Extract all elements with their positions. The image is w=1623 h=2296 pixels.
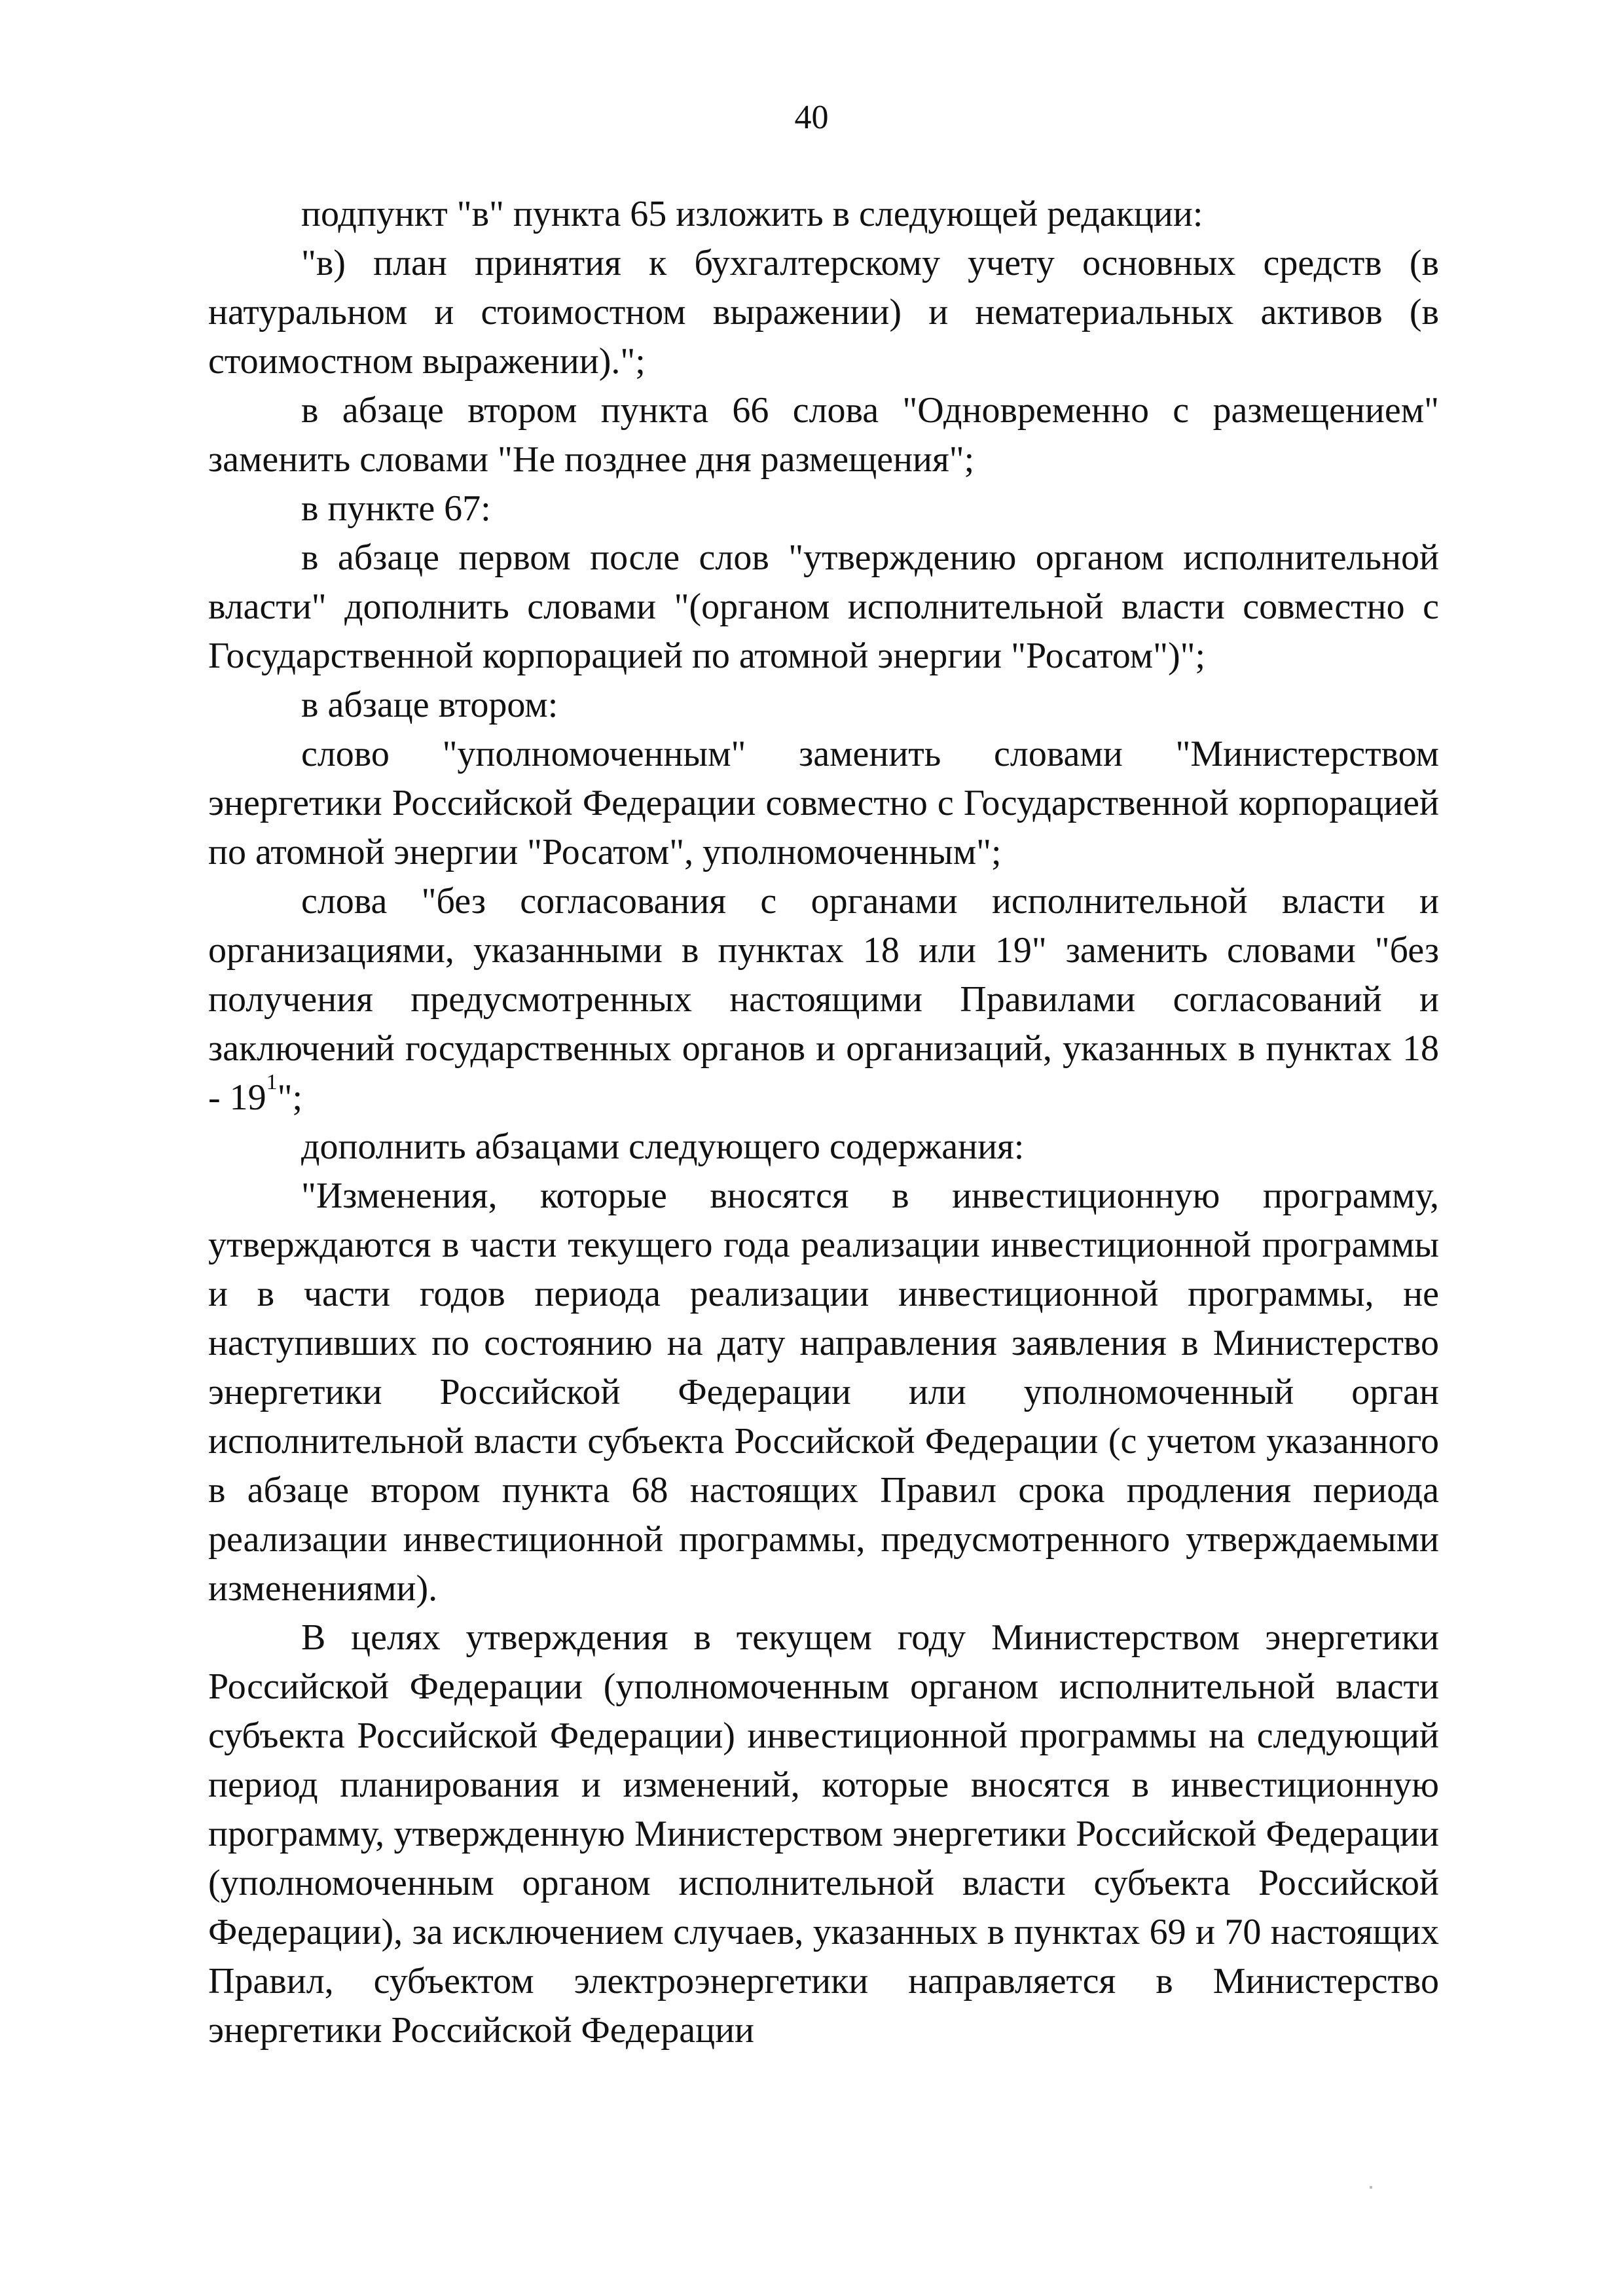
paragraph-item-67-heading: в пункте 67: bbox=[301, 488, 491, 529]
paragraph-plan-accounting: "в) план принятия к бухгалтерскому учету основных средств (в натуральном и стоимостном выражении) и нематериальных активов (в стоимостном выражении)."; bbox=[208, 243, 1439, 382]
paragraph-item-67-first: в абзаце первом после слов "утверждению органом исполнительной власти" дополнить словами "(органом исполнительной власти совместно с Государственной корпорацией по атомной энергии "Росатом")"; bbox=[208, 537, 1439, 676]
paragraph-item-67-second-heading: в абзаце втором: bbox=[301, 685, 558, 725]
paragraph-word-authorized: слово "уполномоченным" заменить словами "Министерством энергетики Российской Федерации совместно с Государственной корпорацией по атомной энергии "Росатом", уполномоченным"; bbox=[208, 734, 1439, 872]
paragraph-add-paragraphs: дополнить абзацами следующего содержания: bbox=[301, 1126, 1025, 1167]
paragraph-changes: "Изменения, которые вносятся в инвестиционную программу, утверждаются в части текущего года реализации инвестиционной программы и в части годов периода реализации инвестиционной программы, не наступивших по состоянию на дату направления заявления в Министерство энергетики Российской Федерации или уполномоченный орган исполнительной власти субъекта Российской Федерации (с учетом указанного в абзаце втором пункта 68 настоящих Правил срока продления периода реализации инвестиционной программы, предусмотренного утверждаемыми изменениями). bbox=[208, 1175, 1439, 1609]
paragraph-purposes: В целях утверждения в текущем году Министерством энергетики Российской Федерации (уполномоченным органом исполнительной власти субъекта Российской Федерации) инвестиционной программы на следующий период планирования и изменений, которые вносятся в инвестиционную программу, утвержденную Министерством энергетики Российской Федерации (уполномоченным органом исполнительной власти субъекта Российской Федерации), за исключением случаев, указанных в пунктах 69 и 70 настоящих Правил, субъектом электроэнергетики направляется в Министерство энергетики Российской Федерации bbox=[208, 1617, 1439, 2051]
document-body bbox=[208, 190, 1439, 2055]
scan-speck bbox=[1370, 2186, 1372, 2189]
page-number: 40 bbox=[794, 99, 829, 136]
paragraph-without-approval-end: "; bbox=[277, 1077, 303, 1118]
paragraph-item-66: в абзаце втором пункта 66 слова "Одновременно с размещением" заменить словами "Не позднее дня размещения"; bbox=[208, 390, 1439, 480]
superscript-1: 1 bbox=[266, 1070, 278, 1094]
paragraph-subclause-v: подпункт "в" пункта 65 изложить в следующей редакции: bbox=[301, 194, 1203, 234]
paragraph-without-approval bbox=[208, 877, 1439, 1122]
paragraph-without-approval-text: слова "без согласования с органами исполнительной власти и организациями, указанными в пунктах 18 или 19" заменить словами "без получения предусмотренных настоящими Правилами согласований и заключений государственных органов и организаций, указанных в пунктах 18 - 19 bbox=[208, 881, 1439, 1118]
